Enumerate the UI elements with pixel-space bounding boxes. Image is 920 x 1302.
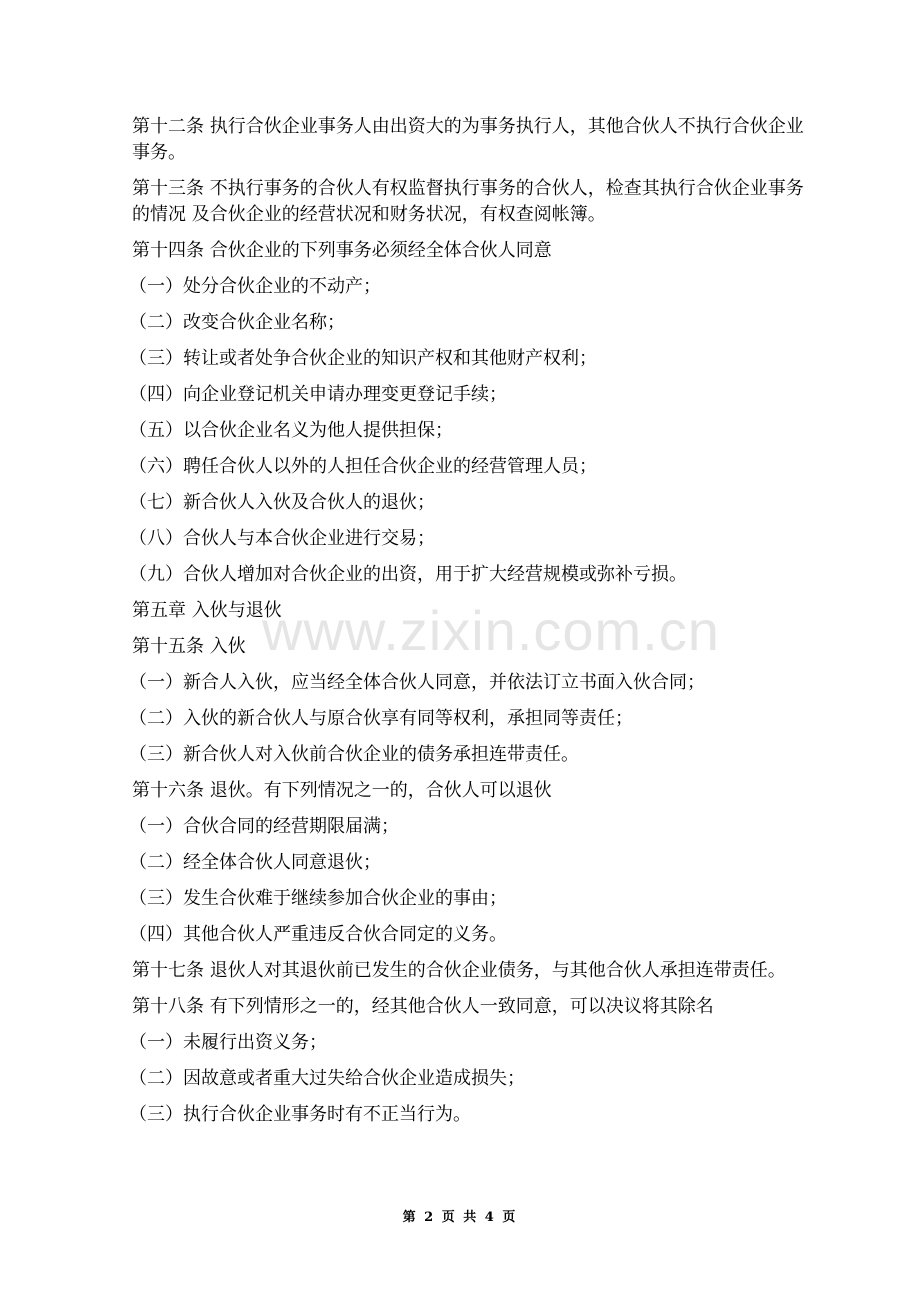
list-item: （六）聘任合伙人以外的人担任合伙企业的经营管理人员； <box>129 456 597 477</box>
list-item: （二）入伙的新合伙人与原合伙享有同等权利，承担同等责任； <box>129 708 633 729</box>
list-item: （三）新合伙人对入伙前合伙企业的债务承担连带责任。 <box>129 744 579 765</box>
page-footer: 第 2 页 共 4 页 <box>402 1210 518 1225</box>
list-item: （一）合伙合同的经营期限届满； <box>129 816 399 837</box>
list-item: （一）新合人入伙，应当经全体合伙人同意，并依法订立书面入伙合同； <box>129 672 705 693</box>
list-item: （五）以合伙企业名义为他人提供担保； <box>129 420 453 441</box>
article-13: 第十三条 不执行事务的合伙人有权监督执行事务的合伙人，检查其执行合伙企业事务的情况 及合伙企业的经营状况和财务状况，有权查阅帐簿。 <box>132 178 804 225</box>
watermark: www.zixin.com.cn <box>262 599 720 662</box>
list-item: （二）因故意或者重大过失给合伙企业造成损失； <box>129 1068 525 1089</box>
list-item: （二）经全体合伙人同意退伙； <box>129 852 381 873</box>
article-15: 第十五条 入伙 <box>132 636 246 657</box>
article-17: 第十七条 退伙人对其退伙前已发生的合伙企业债务，与其他合伙人承担连带责任。 <box>132 960 786 981</box>
list-item: （四）向企业登记机关申请办理变更登记手续； <box>129 384 507 405</box>
list-item: （一）处分合伙企业的不动产； <box>129 276 381 297</box>
list-item: （二）改变合伙企业名称； <box>129 312 345 333</box>
article-14: 第十四条 合伙企业的下列事务必须经全体合伙人同意 <box>132 240 552 261</box>
article-12: 第十二条 执行合伙企业事务人由出资大的为事务执行人，其他合伙人不执行合伙企业事务。 <box>132 116 804 163</box>
list-item: （四）其他合伙人严重违反合伙合同定的义务。 <box>129 924 507 945</box>
list-item: （三）转让或者处争合伙企业的知识产权和其他财产权利； <box>129 348 597 369</box>
document-body <box>112 114 812 1138</box>
list-item: （一）未履行出资义务； <box>129 1032 327 1053</box>
list-item: （八）合伙人与本合伙企业进行交易； <box>129 528 435 549</box>
list-item: （九）合伙人增加对合伙企业的出资，用于扩大经营规模或弥补亏损。 <box>129 564 687 585</box>
list-item: （三）执行合伙企业事务时有不正当行为。 <box>129 1104 471 1125</box>
list-item: （三）发生合伙难于继续参加合伙企业的事由； <box>129 888 507 909</box>
article-18: 第十八条 有下列情形之一的，经其他合伙人一致同意，可以决议将其除名 <box>132 996 714 1017</box>
list-item: （七）新合伙人入伙及合伙人的退伙； <box>129 492 435 513</box>
chapter-heading: 第五章 入伙与退伙 <box>132 600 282 621</box>
article-16: 第十六条 退伙。有下列情况之一的，合伙人可以退伙 <box>132 780 552 801</box>
